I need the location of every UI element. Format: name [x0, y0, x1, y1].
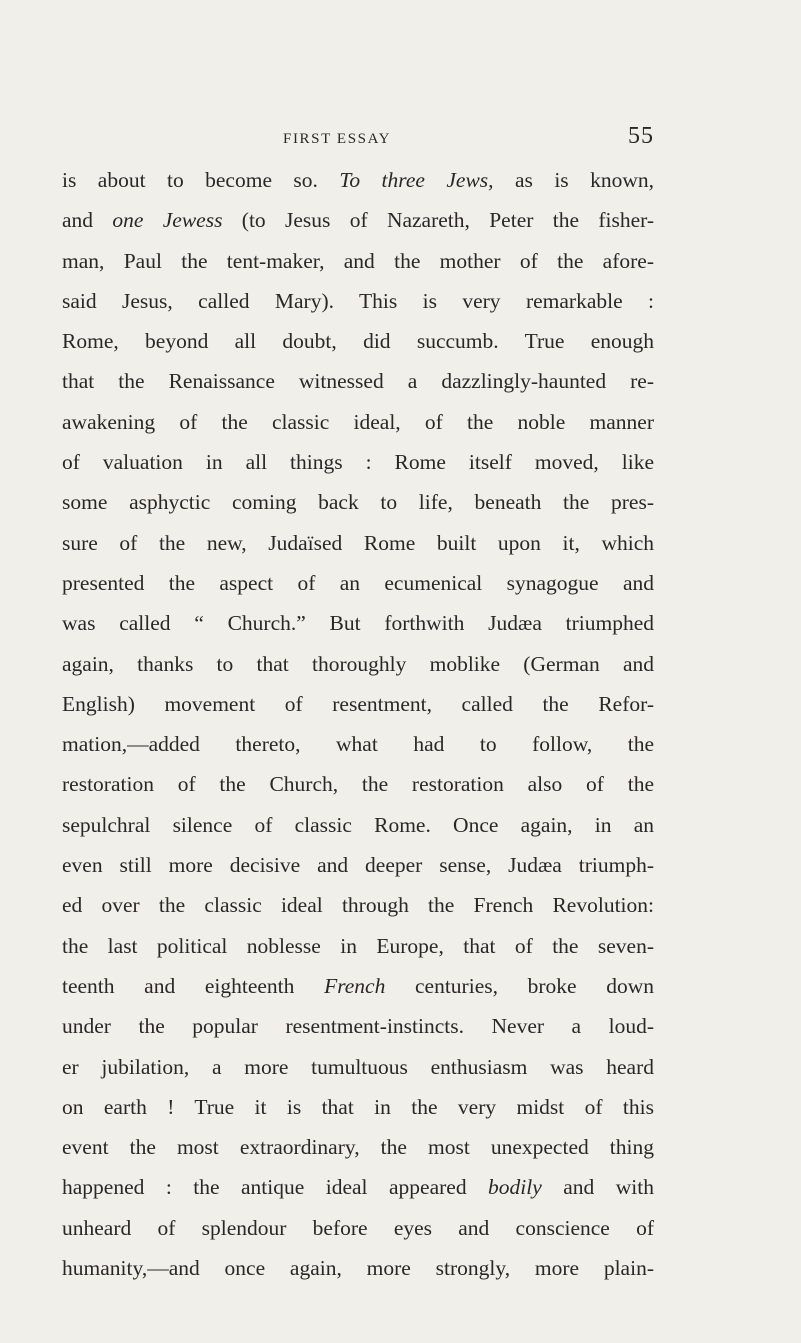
- text-segment: on earth ! True it is that in the very midst of this: [62, 1094, 654, 1119]
- text-line: [62, 1006, 654, 1046]
- text-segment: sepulchral silence of classic Rome. Once again, in an: [62, 812, 654, 837]
- text-line: [62, 321, 654, 361]
- text-segment: and with: [541, 1175, 654, 1200]
- text-line: [62, 966, 654, 1006]
- text-line: [62, 563, 654, 603]
- text-line: [62, 926, 654, 966]
- text-line: [62, 1047, 654, 1087]
- running-title: FIRST ESSAY: [283, 131, 392, 147]
- text-segment: teenth and eighteenth: [62, 973, 325, 998]
- text-line: [62, 523, 654, 563]
- text-line: [62, 1248, 654, 1288]
- text-line: [62, 482, 654, 522]
- text-segment: man, Paul the tent-maker, and the mother of the afore-: [62, 248, 654, 273]
- text-line: [62, 1208, 654, 1248]
- italic-text-segment: bodily: [488, 1175, 542, 1200]
- text-line: [62, 764, 654, 804]
- text-segment: is about to become so.: [62, 168, 340, 192]
- text-segment: (to Jesus of Nazareth, Peter the fisher-: [222, 208, 655, 233]
- text-segment: under the popular resentment-instincts. Never a loud-: [62, 1014, 654, 1039]
- italic-text-segment: one Jewess: [112, 208, 223, 233]
- text-segment: even still more decisive and deeper sense, Judæa triumph-: [62, 853, 654, 878]
- text-segment: awakening of the classic ideal, of the noble manner: [62, 409, 654, 434]
- running-head: [62, 123, 654, 163]
- text-line: [62, 200, 654, 240]
- text-segment: that the Renaissance witnessed a dazzlingly-haunted re-: [62, 369, 654, 394]
- italic-text-segment: To three Jews,: [339, 168, 494, 192]
- text-segment: again, thanks to that thoroughly moblike (German and: [62, 651, 654, 676]
- text-line: [62, 160, 654, 200]
- essay-body-text: [62, 160, 654, 1288]
- text-line: [62, 644, 654, 684]
- text-segment: of valuation in all things : Rome itself moved, like: [62, 450, 654, 475]
- page-number: 55: [628, 123, 654, 149]
- text-line: [62, 845, 654, 885]
- text-line: [62, 1127, 654, 1167]
- text-segment: sure of the new, Judaïsed Rome built upon it, which: [62, 530, 654, 555]
- text-segment: event the most extraordinary, the most unexpected thing: [62, 1135, 654, 1160]
- text-line: [62, 684, 654, 724]
- text-line: [62, 724, 654, 764]
- text-segment: some asphyctic coming back to life, beneath the pres-: [62, 490, 654, 515]
- text-segment: English) movement of resentment, called the Refor-: [62, 691, 654, 716]
- text-line: [62, 361, 654, 401]
- text-segment: happened : the antique ideal appeared: [62, 1175, 489, 1200]
- italic-text-segment: French: [324, 973, 386, 998]
- text-segment: humanity,—and once again, more strongly, more plain-: [62, 1256, 654, 1281]
- text-segment: er jubilation, a more tumultuous enthusiasm was heard: [62, 1054, 654, 1079]
- text-line: [62, 603, 654, 643]
- text-line: [62, 442, 654, 482]
- text-line: [62, 885, 654, 925]
- text-line: [62, 241, 654, 281]
- text-line: [62, 1087, 654, 1127]
- text-segment: as is known,: [493, 168, 654, 192]
- text-line: [62, 402, 654, 442]
- text-segment: said Jesus, called Mary). This is very remarkable :: [62, 288, 654, 313]
- text-segment: presented the aspect of an ecumenical synagogue and: [62, 570, 654, 595]
- text-line: [62, 805, 654, 845]
- text-segment: ed over the classic ideal through the French Revolution:: [62, 893, 654, 918]
- text-segment: and: [62, 208, 113, 233]
- text-segment: mation,—added thereto, what had to follow, the: [62, 732, 654, 757]
- text-segment: the last political noblesse in Europe, that of the seven-: [62, 933, 654, 958]
- text-line: [62, 1167, 654, 1207]
- text-segment: Rome, beyond all doubt, did succumb. True enough: [62, 329, 654, 354]
- text-line: [62, 281, 654, 321]
- text-segment: centuries, broke down: [385, 973, 654, 998]
- text-segment: was called “ Church.” But forthwith Judæa triumphed: [62, 611, 654, 636]
- text-segment: restoration of the Church, the restoration also of the: [62, 772, 654, 797]
- text-segment: unheard of splendour before eyes and conscience of: [62, 1215, 654, 1240]
